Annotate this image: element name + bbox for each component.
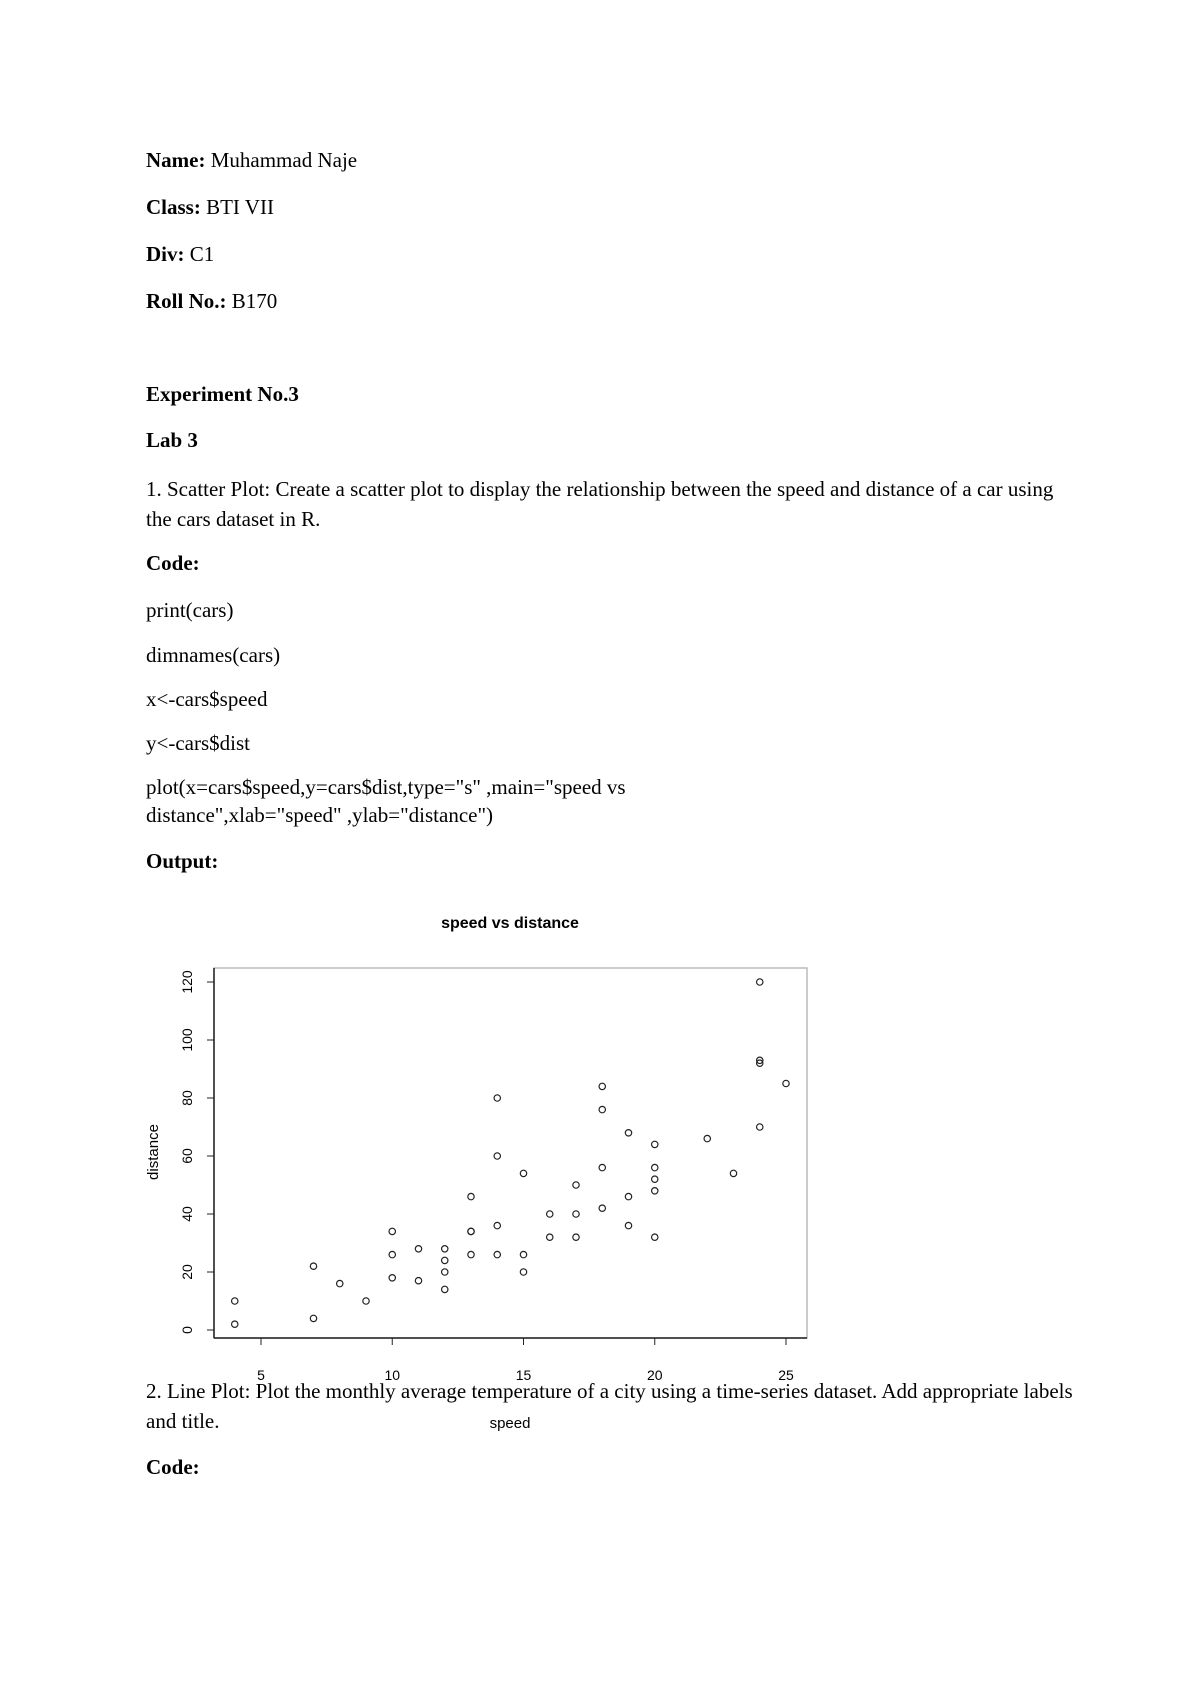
data-point	[494, 1095, 500, 1101]
data-point	[442, 1269, 448, 1275]
class-value: BTI VII	[206, 195, 274, 219]
data-point	[442, 1246, 448, 1252]
data-point	[652, 1234, 658, 1240]
data-point	[573, 1234, 579, 1240]
task1-output-label: Output:	[146, 849, 219, 873]
roll-line	[146, 289, 277, 313]
task2-prompt: 2. Line Plot: Plot the monthly average temperature of a city using a time-series dataset. Add appropriate labels and title.	[146, 1379, 1073, 1433]
data-point	[757, 1124, 763, 1130]
class-label: Class:	[146, 195, 201, 219]
name-line	[146, 148, 357, 172]
code-line: x<-cars$speed	[146, 687, 268, 711]
data-point	[468, 1251, 474, 1257]
x-tick-label: 25	[778, 1367, 794, 1383]
data-point	[442, 1286, 448, 1292]
data-point	[494, 1251, 500, 1257]
data-point	[389, 1251, 395, 1257]
data-point	[415, 1246, 421, 1252]
y-tick-label: 100	[179, 1028, 195, 1052]
data-point	[310, 1315, 316, 1321]
lab-title: Lab 3	[146, 428, 198, 452]
data-point	[730, 1170, 736, 1176]
x-tick-label: 5	[257, 1367, 265, 1383]
data-point	[442, 1257, 448, 1263]
data-point	[232, 1298, 238, 1304]
class-line	[146, 195, 274, 219]
data-point	[468, 1193, 474, 1199]
y-tick-label: 0	[179, 1326, 195, 1334]
data-point	[494, 1222, 500, 1228]
data-point	[652, 1176, 658, 1182]
code-line: y<-cars$dist	[146, 731, 250, 755]
data-point	[232, 1321, 238, 1327]
data-point	[573, 1182, 579, 1188]
data-point	[547, 1211, 553, 1217]
data-point	[415, 1278, 421, 1284]
code-line: print(cars)	[146, 598, 234, 622]
div-line	[146, 242, 214, 266]
data-point	[547, 1234, 553, 1240]
data-point	[652, 1164, 658, 1170]
y-tick-label: 80	[179, 1090, 195, 1106]
roll-label: Roll No.:	[146, 289, 227, 313]
data-point	[363, 1298, 369, 1304]
data-point	[468, 1228, 474, 1234]
task1-prompt: 1. Scatter Plot: Create a scatter plot to display the relationship between the speed and distance of a car using the cars dataset in R.	[146, 477, 1054, 531]
code-line: dimnames(cars)	[146, 643, 281, 667]
data-point	[704, 1135, 710, 1141]
experiment-title: Experiment No.3	[146, 382, 299, 406]
data-point	[520, 1170, 526, 1176]
x-tick-label: 20	[646, 1367, 663, 1383]
data-point	[389, 1228, 395, 1234]
x-tick-label: 15	[515, 1367, 532, 1383]
data-point	[599, 1205, 605, 1211]
data-point	[520, 1251, 526, 1257]
plot-box	[214, 968, 807, 1338]
task1-code-label: Code:	[146, 551, 200, 575]
y-tick-label: 60	[179, 1148, 195, 1164]
data-point	[599, 1083, 605, 1089]
data-point	[310, 1263, 316, 1269]
name-label: Name:	[146, 148, 206, 172]
chart-title: speed vs distance	[441, 915, 579, 932]
data-point	[757, 979, 763, 985]
y-tick-label: 120	[179, 970, 195, 994]
data-point	[625, 1130, 631, 1136]
y-axis-label: distance	[145, 1124, 162, 1180]
plot-call-code: plot(x=cars$speed,y=cars$dist,type="s" ,main="speed vs distance",xlab="speed" ,ylab="distance")	[146, 775, 626, 827]
data-point	[652, 1141, 658, 1147]
data-point	[652, 1188, 658, 1194]
x-tick-label: 10	[384, 1367, 401, 1383]
data-point	[337, 1280, 343, 1286]
data-point	[599, 1106, 605, 1112]
y-tick-label: 20	[179, 1264, 195, 1280]
name-value: Muhammad Naje	[210, 148, 358, 172]
data-point	[625, 1222, 631, 1228]
roll-value: B170	[231, 289, 278, 313]
data-point	[520, 1269, 526, 1275]
data-point	[783, 1080, 789, 1086]
data-point	[494, 1153, 500, 1159]
data-point	[599, 1164, 605, 1170]
task2-code-label: Code:	[146, 1455, 200, 1479]
y-tick-label: 40	[179, 1206, 195, 1222]
data-point	[389, 1275, 395, 1281]
data-point	[625, 1193, 631, 1199]
div-value: C1	[189, 242, 215, 266]
div-label: Div:	[146, 242, 185, 266]
data-point	[573, 1211, 579, 1217]
x-axis-label: speed	[489, 1415, 531, 1432]
